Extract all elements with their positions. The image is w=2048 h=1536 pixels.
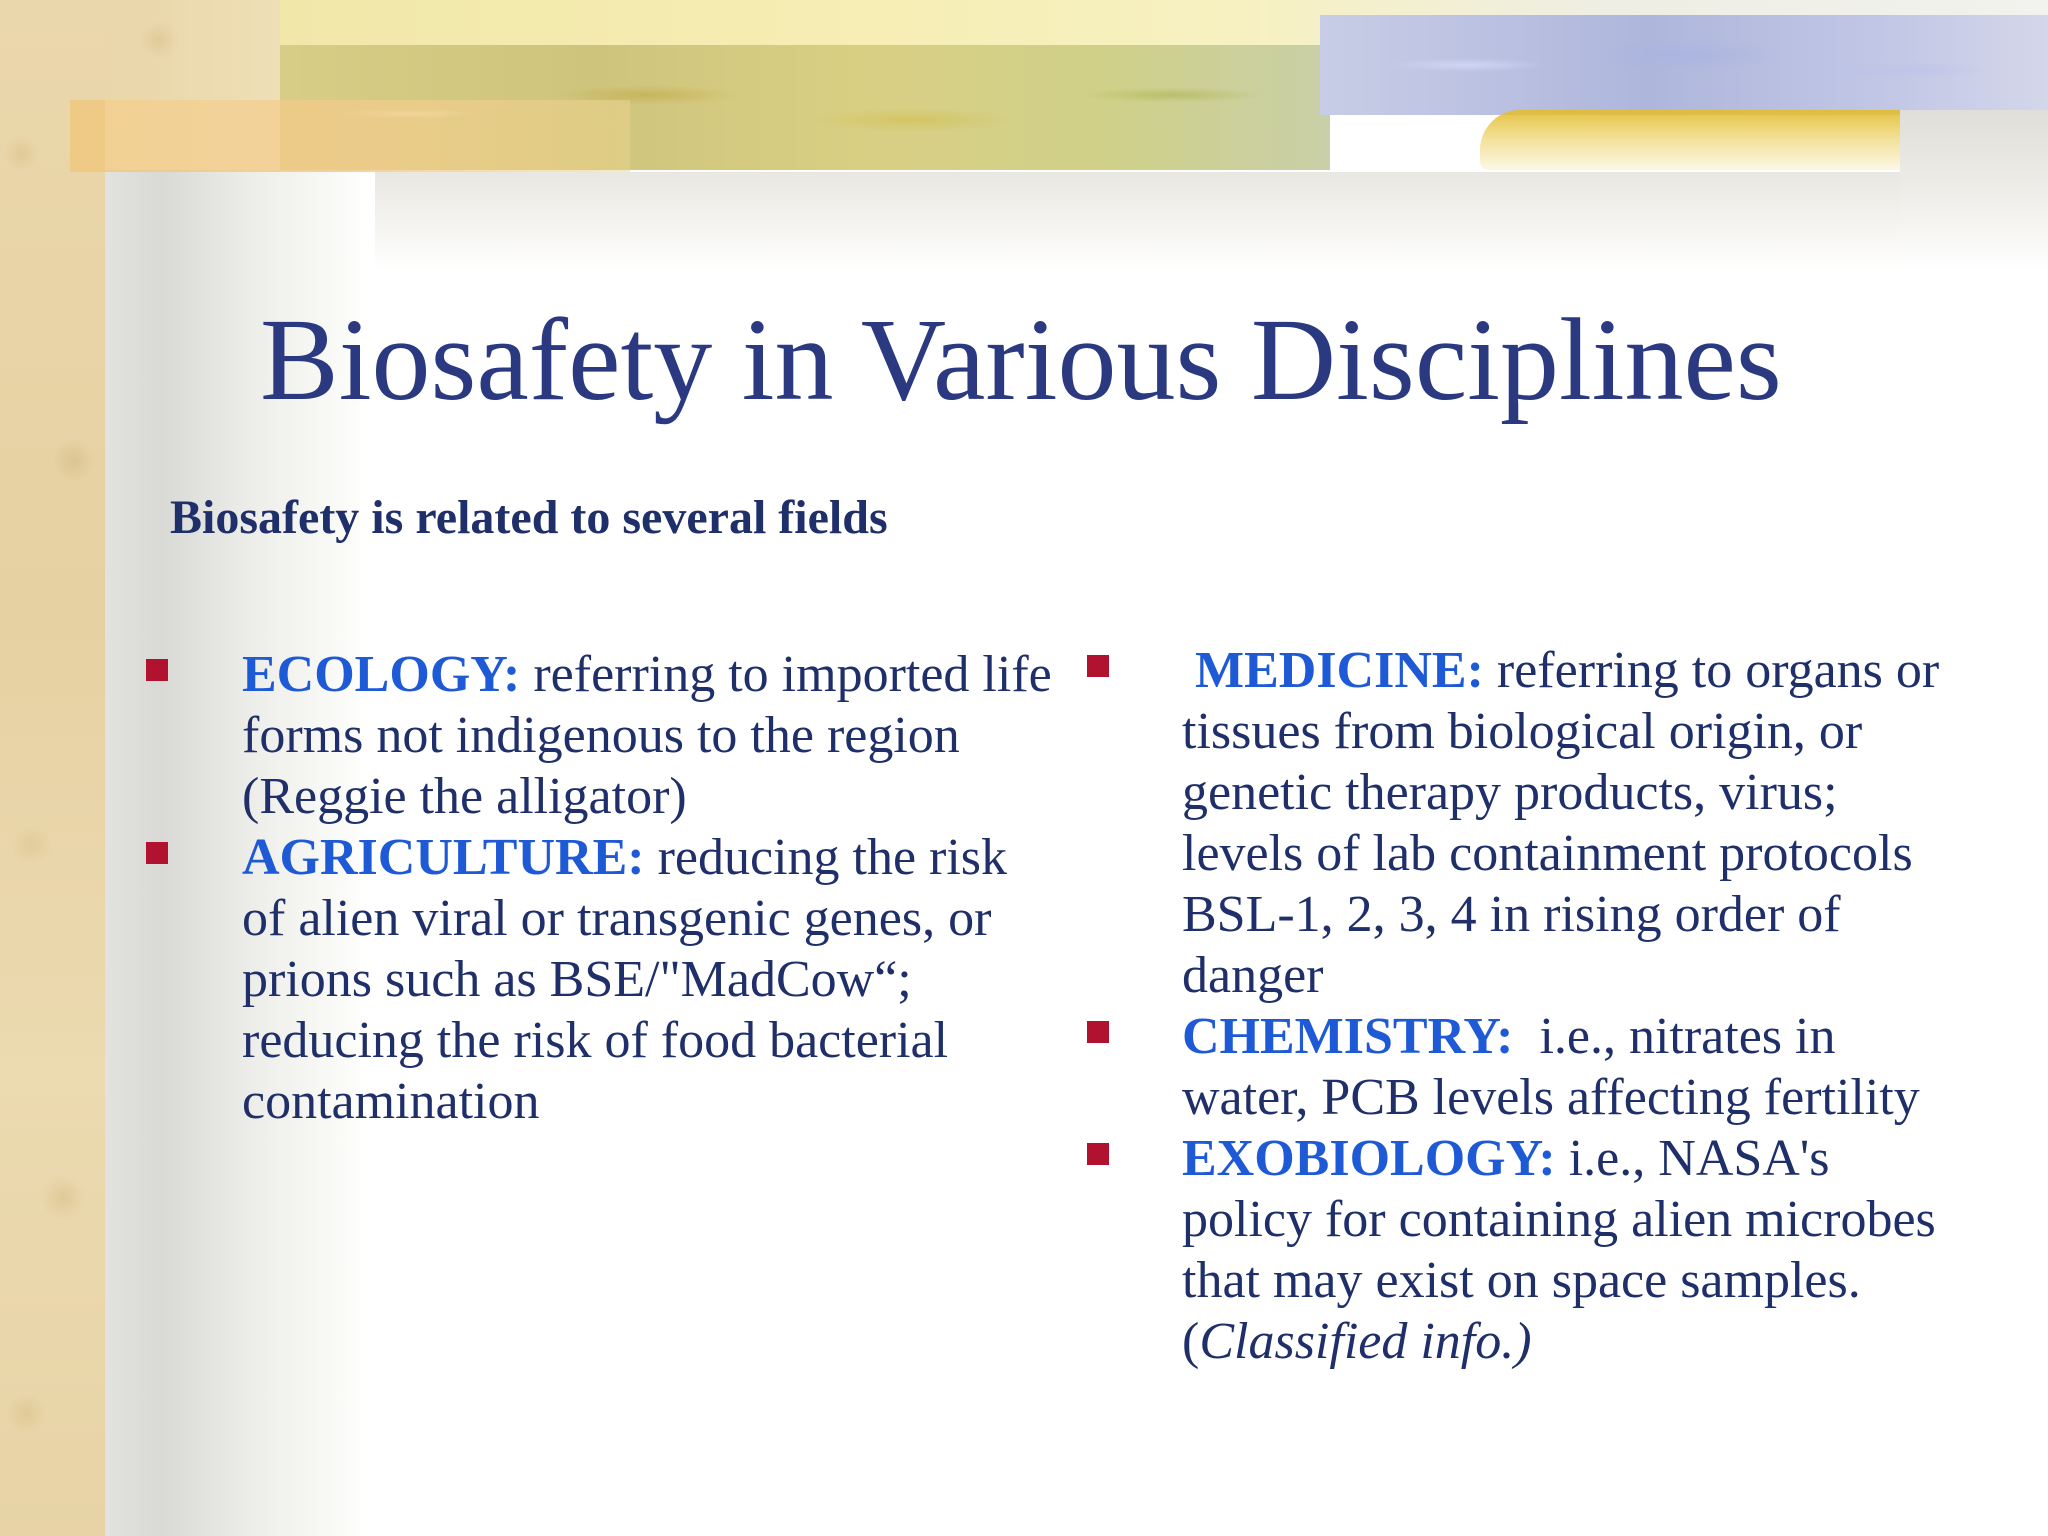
- square-bullet-icon: [1087, 1143, 1109, 1165]
- bullet-italic-text: Classified info.): [1199, 1313, 1532, 1370]
- left-bullet-list: [141, 644, 1061, 1132]
- square-bullet-icon: [146, 842, 168, 864]
- bullet-keyword: MEDICINE:: [1195, 642, 1484, 699]
- bullet-text: referring to organs or tissues from biological origin, or genetic therapy products, virus; levels of lab containment protocols BSL-1, 2, 3, 4 in rising order of danger: [1182, 642, 1940, 1004]
- bullet-agriculture: [141, 827, 1061, 1132]
- bullet-keyword: CHEMISTRY:: [1182, 1008, 1514, 1065]
- bullet-text: i.e., nitrates in water, PCB levels affecting fertility: [1182, 1008, 1920, 1126]
- banner-shadow-right: [1900, 110, 2048, 270]
- banner-shadow: [375, 172, 2048, 272]
- bullet-ecology: [141, 644, 1061, 827]
- slide-subtitle: Biosafety is related to several fields: [170, 491, 888, 544]
- square-bullet-icon: [1087, 655, 1109, 677]
- banner-blue-flowers-image: [1320, 15, 2048, 115]
- right-bullet-list: [1082, 640, 1952, 1372]
- bullet-medicine: [1082, 640, 1952, 1006]
- square-bullet-icon: [146, 659, 168, 681]
- bullet-text: i.e., NASA's policy for containing alien microbes that may exist on space samples. (: [1182, 1130, 1936, 1370]
- slide-title: Biosafety in Various Disciplines: [260, 294, 1782, 425]
- bullet-exobiology: [1082, 1128, 1952, 1372]
- banner-orange-band: [70, 100, 630, 172]
- square-bullet-icon: [1087, 1021, 1109, 1043]
- parchment-strip: [0, 0, 105, 1536]
- parchment-corner: [105, 0, 285, 100]
- bullet-keyword: AGRICULTURE:: [242, 829, 645, 886]
- bullet-chemistry: [1082, 1006, 1952, 1128]
- bullet-keyword: EXOBIOLOGY:: [1182, 1130, 1556, 1187]
- bullet-keyword: ECOLOGY:: [242, 646, 521, 703]
- bullet-keyword-indent: [1182, 642, 1195, 699]
- bullet-text: reducing the risk of alien viral or transgenic genes, or prions such as BSE/"MadCow“; reducing the risk of food bacterial contamination: [242, 829, 1008, 1130]
- bullet-text: referring to imported life forms not indigenous to the region (Reggie the alligator): [242, 646, 1052, 825]
